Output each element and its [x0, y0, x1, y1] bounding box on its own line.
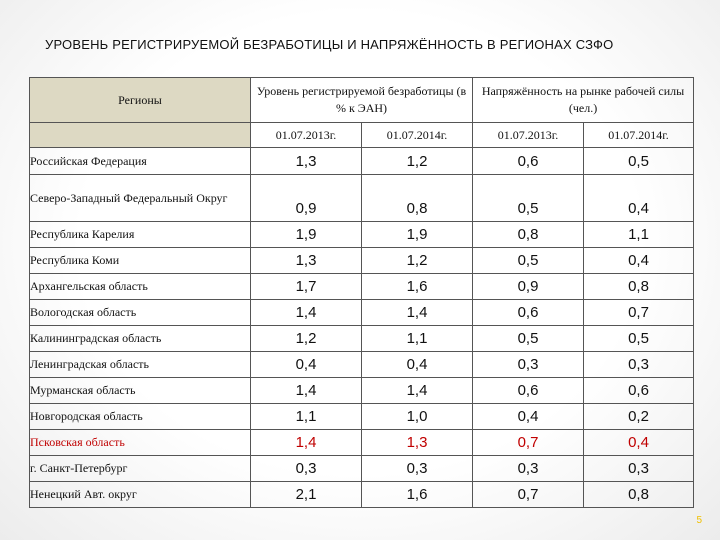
value-cell: 0,5	[473, 326, 584, 352]
value-cell: 1,2	[362, 148, 473, 175]
region-name: Республика Карелия	[30, 222, 251, 248]
value-cell: 1,3	[251, 248, 362, 274]
value-cell: 0,6	[473, 378, 584, 404]
value-cell: 0,9	[251, 175, 362, 222]
value-cell: 0,4	[473, 404, 584, 430]
value-cell: 0,4	[584, 175, 694, 222]
region-name: Архангельская область	[30, 274, 251, 300]
value-cell: 0,2	[584, 404, 694, 430]
table-row	[30, 175, 694, 222]
value-cell: 1,4	[362, 300, 473, 326]
table-row	[30, 352, 694, 378]
value-cell: 1,3	[251, 148, 362, 175]
table-row	[30, 326, 694, 352]
header-date: 01.07.2014г.	[584, 123, 694, 148]
value-cell: 0,4	[362, 352, 473, 378]
header-regions: Регионы	[30, 78, 251, 123]
value-cell: 1,6	[362, 274, 473, 300]
value-cell: 0,8	[362, 175, 473, 222]
value-cell: 0,6	[584, 378, 694, 404]
value-cell: 1,1	[362, 326, 473, 352]
region-name: Ненецкий Авт. округ	[30, 482, 251, 508]
page-title: УРОВЕНЬ РЕГИСТРИРУЕМОЙ БЕЗРАБОТИЦЫ И НАПРЯЖЁННОСТЬ В РЕГИОНАХ СЗФО	[45, 37, 614, 52]
value-cell: 1,9	[251, 222, 362, 248]
value-cell: 1,7	[251, 274, 362, 300]
value-cell: 0,3	[473, 456, 584, 482]
table-row	[30, 482, 694, 508]
header-labor-tension: Напряжённость на рынке рабочей силы (чел.)	[473, 78, 694, 123]
value-cell: 0,4	[584, 430, 694, 456]
value-cell: 1,4	[362, 378, 473, 404]
table-row	[30, 404, 694, 430]
value-cell: 0,8	[473, 222, 584, 248]
value-cell: 0,3	[584, 456, 694, 482]
value-cell: 0,3	[362, 456, 473, 482]
value-cell: 1,9	[362, 222, 473, 248]
table-row	[30, 222, 694, 248]
value-cell: 0,7	[473, 430, 584, 456]
table-row	[30, 274, 694, 300]
region-name: Новгородская область	[30, 404, 251, 430]
table-row	[30, 300, 694, 326]
value-cell: 0,6	[473, 300, 584, 326]
table-row	[30, 148, 694, 175]
value-cell: 2,1	[251, 482, 362, 508]
value-cell: 0,4	[584, 248, 694, 274]
value-cell: 0,6	[473, 148, 584, 175]
value-cell: 1,4	[251, 430, 362, 456]
header-regions-sub	[30, 123, 251, 148]
header-date: 01.07.2014г.	[362, 123, 473, 148]
region-name: Российская Федерация	[30, 148, 251, 175]
header-unemployment-level: Уровень регистрируемой безработицы (в % к ЭАН)	[251, 78, 473, 123]
value-cell: 0,8	[584, 482, 694, 508]
value-cell: 0,3	[473, 352, 584, 378]
value-cell: 1,4	[251, 300, 362, 326]
region-name: Псковская область	[30, 430, 251, 456]
header-date: 01.07.2013г.	[473, 123, 584, 148]
value-cell: 0,5	[584, 148, 694, 175]
region-name: Ленинградская область	[30, 352, 251, 378]
value-cell: 0,3	[251, 456, 362, 482]
region-name: Республика Коми	[30, 248, 251, 274]
value-cell: 0,3	[584, 352, 694, 378]
value-cell: 0,9	[473, 274, 584, 300]
value-cell: 1,2	[251, 326, 362, 352]
slide-number: 5	[696, 515, 702, 526]
value-cell: 0,5	[584, 326, 694, 352]
region-name: Северо-Западный Федеральный Округ	[30, 175, 251, 222]
table-row	[30, 430, 694, 456]
value-cell: 1,1	[251, 404, 362, 430]
value-cell: 0,7	[584, 300, 694, 326]
value-cell: 0,5	[473, 248, 584, 274]
value-cell: 0,7	[473, 482, 584, 508]
region-name: Мурманская область	[30, 378, 251, 404]
table-row	[30, 378, 694, 404]
region-name: Вологодская область	[30, 300, 251, 326]
value-cell: 0,5	[473, 175, 584, 222]
value-cell: 1,0	[362, 404, 473, 430]
unemployment-table	[29, 77, 694, 508]
value-cell: 1,3	[362, 430, 473, 456]
value-cell: 0,4	[251, 352, 362, 378]
table-row	[30, 248, 694, 274]
region-name: Калининградская область	[30, 326, 251, 352]
table-row	[30, 456, 694, 482]
region-name: г. Санкт-Петербург	[30, 456, 251, 482]
header-date: 01.07.2013г.	[251, 123, 362, 148]
value-cell: 1,4	[251, 378, 362, 404]
value-cell: 1,6	[362, 482, 473, 508]
value-cell: 0,8	[584, 274, 694, 300]
value-cell: 1,2	[362, 248, 473, 274]
value-cell: 1,1	[584, 222, 694, 248]
